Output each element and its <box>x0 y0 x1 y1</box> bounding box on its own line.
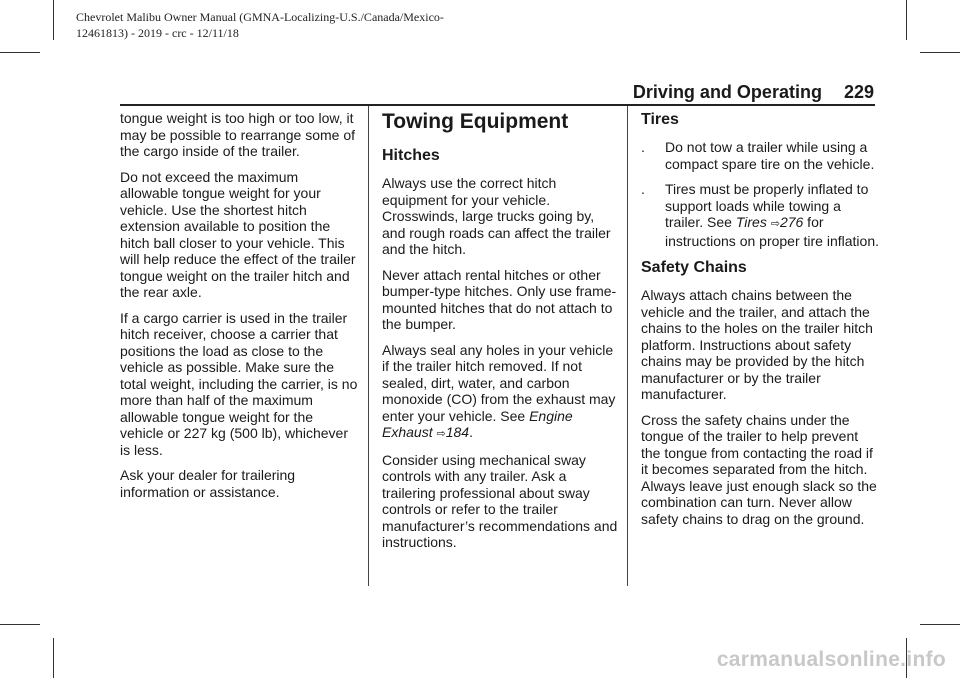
list-item-text: Do not tow a trailer while using a compact spare tire on the vehicle. <box>665 139 875 172</box>
subheading-safety-chains: Safety Chains <box>641 259 747 276</box>
list-item-text: Tires must be properly inflated to support loads while towing a trailer. See <box>665 181 869 230</box>
bullet-marker: . <box>641 181 645 197</box>
paragraph: Consider using mechanical sway controls with any trailer. Ask a trailering professional about sway controls or refer to the trailer manufacturer’s recommendations and instructions. <box>382 451 618 550</box>
bullet-marker: . <box>641 139 645 155</box>
crop-mark <box>0 624 40 625</box>
list-item <box>641 139 879 172</box>
crop-mark <box>920 52 960 53</box>
crop-mark <box>920 624 960 625</box>
paragraph: If a cargo carrier is used in the trailer hitch receiver, choose a carrier that positions the load as close to the vehicle as possible. Make sure the total weight, including the carrier, is no more than half of the maximum allowable tongue weight for the vehicle or 227 kg (500 lb), whichever is less. <box>120 309 358 458</box>
paragraph: Always attach chains between the vehicle and the trailer, and attach the chains to the holes on the trailer hitch platform. Instructions about safety chains may be provided by the hitch manufacturer or by the trailer manufacturer. <box>641 287 873 402</box>
xref-title: Tires <box>735 214 767 230</box>
crop-mark <box>906 0 907 40</box>
xref-title: Engine Exhaust <box>382 407 573 440</box>
paragraph: Ask your dealer for trailering information or assistance. <box>120 467 296 500</box>
list-item-text-end: for instructions on proper tire inflation. <box>665 214 879 249</box>
column-divider <box>627 106 628 586</box>
cross-reference-tires[interactable] <box>736 214 803 230</box>
page-ref-arrow-icon: ⇨ <box>436 428 446 440</box>
page-number: 229 <box>843 82 874 102</box>
paragraph: Never attach rental hitches or other bumper-type hitches. Only use frame-mounted hitches that do not attach to the bumper. <box>382 266 617 332</box>
meta-line-1: Chevrolet Malibu Owner Manual (GMNA-Localizing-U.S./Canada/Mexico- <box>76 10 444 24</box>
list-item <box>641 181 879 249</box>
column-3 <box>641 110 879 536</box>
paragraph: Do not exceed the maximum allowable tongue weight for your vehicle. Use the shortest hitch extension available to position the hitch ball closer to your vehicle. This will help reduce the effect of the trailer tongue weight on the trailer hitch and the rear axle. <box>120 168 356 300</box>
paragraph: Always use the correct hitch equipment for your vehicle. Crosswinds, large trucks going by, and rough roads can affect the trailer and the hitch. <box>382 175 611 257</box>
page-ref-arrow-icon: ⇨ <box>770 218 780 230</box>
column-1 <box>120 110 358 509</box>
document-meta-header <box>76 9 444 41</box>
bullet-list <box>641 139 879 249</box>
meta-line-2: 12461813) - 2019 - crc - 12/11/18 <box>76 26 239 40</box>
column-2 <box>382 110 618 560</box>
subheading-hitches: Hitches <box>382 147 440 164</box>
xref-page: 184 <box>445 424 470 440</box>
paragraph-end: . <box>469 424 473 440</box>
section-heading-towing-equipment: Towing Equipment <box>382 110 569 133</box>
paragraph: tongue weight is too high or too low, it may be possible to rearrange some of the cargo inside of the trailer. <box>120 110 356 159</box>
paragraph: Cross the safety chains under the tongue of the trailer to help prevent the tongue from contacting the road if it becomes separated from the hitch. Always leave just enough slack so the combination can turn. Never allow safety chains to drag on the ground. <box>641 411 877 527</box>
crop-mark <box>0 52 40 53</box>
paragraph <box>382 342 618 443</box>
watermark: carmanualsonline.info <box>716 648 946 671</box>
running-head <box>633 82 874 103</box>
xref-page: 276 <box>779 214 804 230</box>
subheading-tires: Tires <box>641 111 679 128</box>
crop-mark <box>53 638 54 678</box>
paragraph-text: Always seal any holes in your vehicle if the trailer hitch removed. If not sealed, dirt, water, and carbon monoxide (CO) from the exhaust may enter your vehicle. See <box>382 341 616 424</box>
header-rule <box>120 104 875 106</box>
crop-mark <box>53 0 54 40</box>
section-title: Driving and Operating <box>632 82 822 102</box>
column-divider <box>368 106 369 586</box>
